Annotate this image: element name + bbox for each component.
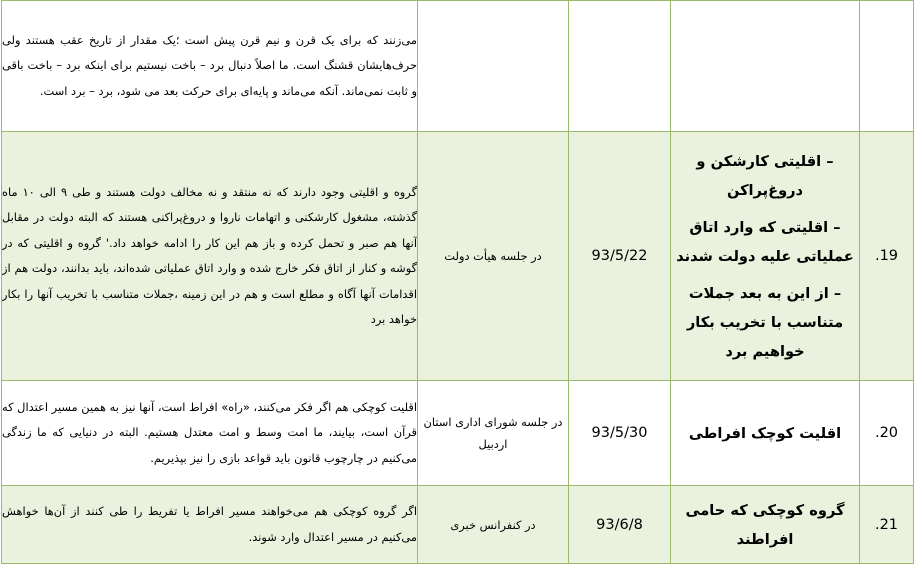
topic-cell [671,486,860,564]
row-number: 19. [860,132,914,381]
row-number [860,1,914,132]
row-number: 21. [860,486,914,564]
table-row [2,381,914,486]
quote-cell [2,132,418,381]
date-cell: 93/6/8 [569,486,671,564]
quote-cell [2,381,418,486]
date-cell [569,1,671,132]
place-cell: در کنفرانس خبری [418,486,569,564]
quote-text: می‌زنند که برای یک قرن و نیم قرن پیش است ؛یک مقدار از تاریخ عقب هستند ولی حرف‌هایشان قشنگ است. ما اصلاً دنبال برد – باخت نیستیم برای اینکه برد – باخت باقی و ثابت نمی‌ماند. آنکه می‌ماند و پایه‌ای برای حرکت بعد می شود، برد – برد است. [2,32,417,98]
topic-cell [671,381,860,486]
quote-text: اگر گروه کوچکی هم می‌خواهند مسیر افراط یا تفریط را طی کنند از آن‌ها خواهش می‌کنیم در مسیر اعتدال وارد شوند. [2,504,417,544]
topic-line: – اقلیتی که وارد اتاق عملیاتی علیه دولت شدند [676,218,854,265]
quote-text: گروه و اقلیتی وجود دارند که نه منتقد و نه مخالف دولت هستند و طی ۹ الی ۱۰ ماه گذشته، مشغول کارشکنی و اتهامات ناروا و دروغ‌پراکنی هستند که البته دولت در مقابل آنها هم صبر و تحمل کرده و باز هم این کار را ادامه خواهد داد.' گروه و اقلیتی که در گوشه و کنار از اتاق فکر خارج شده و وارد اتاق عملیاتی شده‌اند، باید بدانند، دولت هم از اقدامات آنها آگاه و مطلع است و هم در این زمینه ،جملات متناسب با تخریب آنها را بکار خواهد برد [2,184,417,326]
quote-cell [2,486,418,564]
topic-cell [671,132,860,381]
place-cell: در جلسه هیأت دولت [418,132,569,381]
table-row [2,486,914,564]
topic-line: گروه کوچکی که حامی افراطند [685,501,845,548]
row-number: 20. [860,381,914,486]
topic-line: – اقلیتی کارشکن و دروغ‌پراکن [696,152,834,199]
topic-line: – از این به بعد جملات متناسب با تخریب بکار خواهیم برد [686,284,844,360]
date-cell: 93/5/22 [569,132,671,381]
table-row [2,1,914,132]
quote-cell [2,1,418,132]
document-table [1,0,914,564]
topic-line: اقلیت کوچک افراطی [688,424,842,442]
place-cell [418,1,569,132]
date-cell: 93/5/30 [569,381,671,486]
topic-cell [671,1,860,132]
table-row [2,132,914,381]
place-cell: در جلسه شورای اداری استان اردبیل [418,381,569,486]
quote-text: اقلیت کوچکی هم اگر فکر می‌کنند، «راه» افراط است، آنها نیز به همین مسیر اعتدال که قرآن است، بیایند، ما امت وسط و امت معتدل هستیم. البته در دنیایی که ما زندگی می‌کنیم در چارچوب قانون باید قواعد بازی را نیز بپذیریم. [2,399,417,465]
